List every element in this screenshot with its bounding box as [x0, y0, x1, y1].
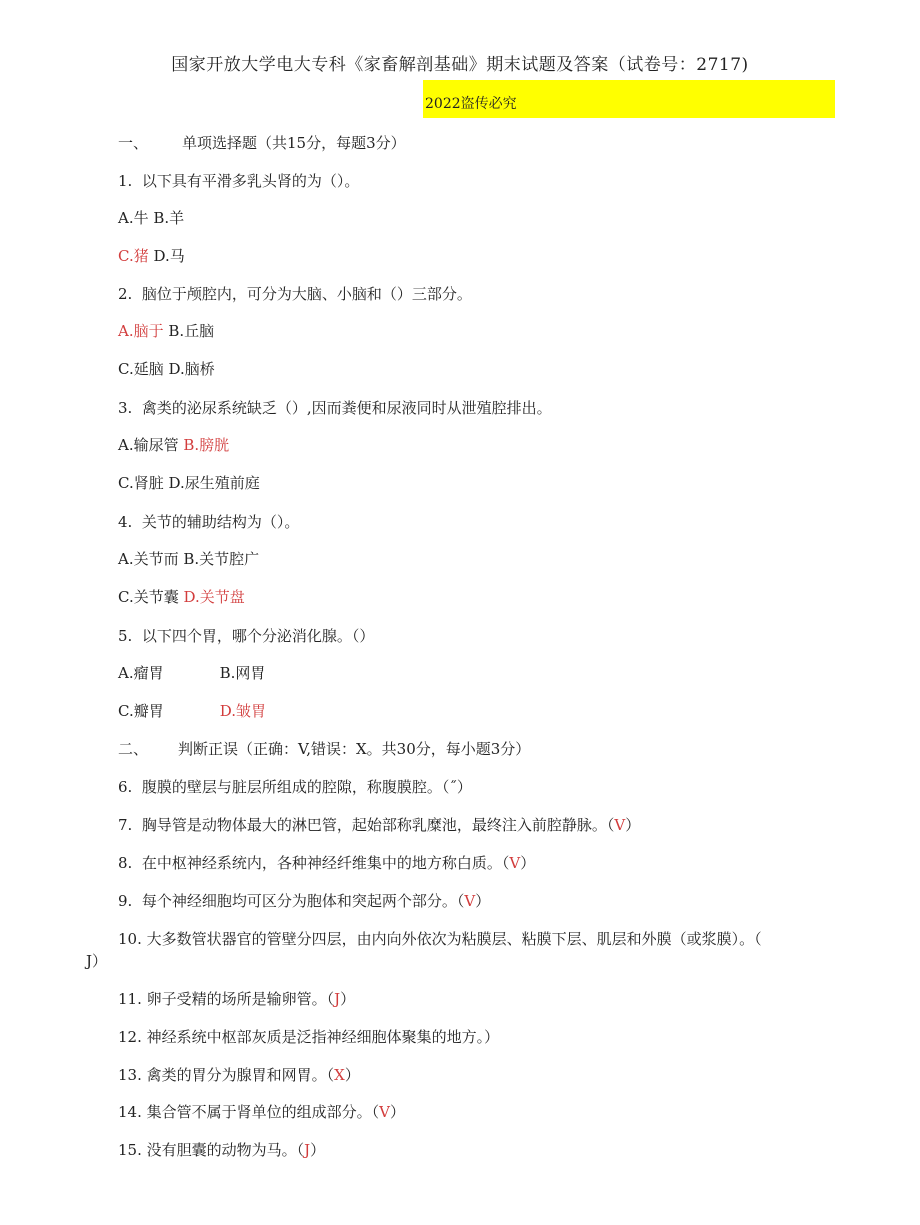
question-1: 1. 以下具有平滑多乳头肾的为（）。: [118, 172, 360, 190]
judgment-9: 9. 每个神经细胞均可区分为胞体和突起两个部分。（V）: [118, 892, 491, 910]
answer-mark: V: [464, 892, 476, 910]
question-4: 4. 关节的辅助结构为（）。: [118, 513, 300, 531]
judgment-13: 13. 禽类的胃分为腺胃和网胃。（X）: [118, 1066, 360, 1084]
copyright-banner: [423, 80, 835, 118]
correct-answer: D.关节盘: [183, 588, 245, 606]
options-1-cd: C.猪 D.马: [118, 247, 185, 265]
answer-mark: J: [334, 990, 341, 1008]
judgment-11: 11. 卵子受精的场所是输卵管。（J）: [118, 990, 356, 1008]
question-5: 5. 以下四个胃，哪个分泌消化腺。（）: [118, 627, 375, 645]
judgment-15: 15. 没有胆囊的动物为马。（J）: [118, 1141, 326, 1159]
question-3: 3. 禽类的泌尿系统缺乏（）,因而粪便和尿液同时从泄殖腔排出。: [118, 399, 552, 417]
options-1-ab: A.牛 B.羊: [118, 209, 185, 227]
page-title: 国家开放大学电大专科《家畜解剖基础》期末试题及答案（试卷号：2717): [171, 55, 749, 75]
answer-mark: V: [614, 816, 626, 834]
answer-mark: V: [379, 1103, 390, 1121]
section-heading-2: 二、 判断正误（正确：V,错误：X。共30分，每小题3分）: [118, 740, 531, 758]
options-2-cd: C.延脑 D.脑桥: [118, 360, 215, 378]
correct-answer: A.脑于: [118, 322, 164, 340]
judgment-7: 7. 胸导管是动物体最大的淋巴管，起始部称乳糜池，最终注入前腔静脉。（V）: [118, 816, 641, 834]
options-5-cd: C.瓣胃 D.皱胃: [118, 702, 266, 720]
options-5-ab: A.瘤胃 B.网胃: [118, 664, 266, 682]
judgment-12: 12. 神经系统中枢部灰质是泛指神经细胞体聚集的地方。）: [118, 1028, 500, 1046]
answer-mark: J: [304, 1141, 311, 1159]
options-2-ab: A.脑于 B.丘脑: [118, 322, 215, 340]
judgment-6: 6. 腹膜的壁层与脏层所组成的腔隙，称腹膜腔。（˝）: [118, 778, 472, 796]
answer-mark: X: [334, 1066, 345, 1084]
section-heading-1: 一、 单项选择题（共15分，每题3分）: [118, 134, 406, 152]
options-3-ab: A.输尿管 B.膀胱: [118, 436, 230, 454]
options-3-cd: C.肾脏 D.尿生殖前庭: [118, 474, 260, 492]
correct-answer: B.膀胱: [183, 436, 230, 454]
judgment-14: 14. 集合管不属于肾单位的组成部分。（V）: [118, 1103, 405, 1121]
correct-answer: C.猪: [118, 247, 149, 265]
options-4-ab: A.关节而 B.关节腔广: [118, 550, 260, 568]
judgment-8: 8. 在中枢神经系统内，各种神经纤维集中的地方称白质。（V）: [118, 854, 536, 872]
question-2: 2. 脑位于颅腔内，可分为大脑、小脑和（）三部分。: [118, 285, 472, 303]
options-4-cd: C.关节囊 D.关节盘: [118, 588, 245, 606]
judgment-10: 10. 大多数管状器官的管壁分四层，由内向外依次为粘膜层、粘膜下层、肌层和外膜（或浆膜）。（: [118, 930, 762, 948]
judgment-10-continued: J）: [86, 952, 108, 970]
answer-mark: V: [509, 854, 521, 872]
banner-text: 2022盗传必究: [425, 96, 517, 112]
correct-answer: D.皱胃: [219, 702, 266, 720]
